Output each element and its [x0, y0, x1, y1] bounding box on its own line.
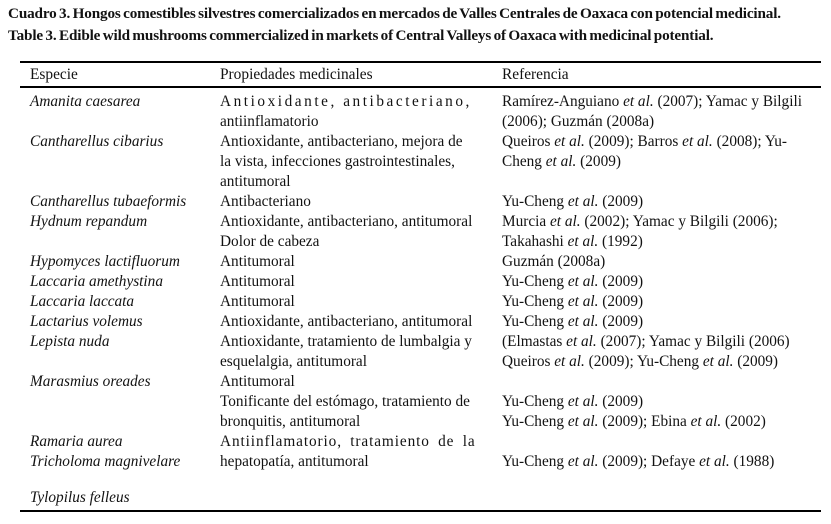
- reference-text: Yu-Cheng et al. (2009); Ebina et al. (2002): [502, 413, 766, 430]
- medicinal-properties-text: Antitumoral: [220, 373, 295, 390]
- caption-spanish: Cuadro 3. Hongos comestibles silvestres comercializados en mercados de Valles Centrales de Oaxaca con potencial medicinal.: [8, 5, 781, 22]
- medicinal-properties-text: Antioxidante, antibacteriano, mejora de: [220, 133, 463, 150]
- table-row: [20, 332, 821, 352]
- table-caption: [8, 3, 828, 47]
- medicinal-properties-text: Antitumoral: [220, 273, 295, 290]
- table-row: [20, 112, 821, 132]
- table-row: [20, 272, 821, 292]
- caption-english: Table 3. Edible wild mushrooms commercialized in markets of Central Valleys of Oaxaca with medicinal potential.: [8, 27, 714, 44]
- medicinal-properties-text: la vista, infecciones gastrointestinales,: [220, 153, 455, 170]
- medicinal-properties-text: Tonificante del estómago, tratamiento de: [220, 393, 470, 410]
- reference-text: Yu-Cheng et al. (2009): [502, 393, 644, 410]
- table-row: [20, 232, 821, 252]
- species-name: Ramaria aurea: [30, 433, 123, 450]
- medicinal-properties-text: bronquitis, antitumoral: [220, 413, 361, 430]
- medicinal-properties-text: Dolor de cabeza: [220, 233, 320, 250]
- table-row: [20, 252, 821, 272]
- table-row: [20, 412, 821, 432]
- species-name: Marasmius oreades: [30, 373, 151, 390]
- reference-text: Yu-Cheng et al. (2009): [502, 273, 644, 290]
- reference-text: Ramírez-Anguiano et al. (2007); Yamac y Bilgili: [502, 93, 802, 110]
- table-row: [20, 488, 821, 508]
- table-row: [20, 292, 821, 312]
- column-header-referencia: Referencia: [502, 66, 569, 83]
- species-name: Tylopilus felleus: [30, 489, 130, 506]
- species-name: Laccaria laccata: [30, 293, 135, 310]
- reference-text: Yu-Cheng et al. (2009): [502, 193, 644, 210]
- medicinal-properties-text: Antitumoral: [220, 293, 295, 310]
- reference-text: Queiros et al. (2009); Barros et al. (2008); Yu-: [502, 133, 787, 150]
- table-row: [20, 452, 821, 472]
- table-row: [20, 472, 821, 488]
- reference-text: Queiros et al. (2009); Yu-Cheng et al. (2009): [502, 353, 779, 370]
- table-bottom-rule: [20, 510, 821, 512]
- reference-text: (Elmastas et al. (2007); Yamac y Bilgili (2006): [502, 333, 790, 350]
- species-name: Cantharellus cibarius: [30, 133, 164, 150]
- species-name: Cantharellus tubaeformis: [30, 193, 187, 210]
- reference-text: Yu-Cheng et al. (2009); Defaye et al. (1988): [502, 453, 775, 470]
- reference-text: (2006); Guzmán (2008a): [502, 113, 655, 130]
- medicinal-properties-text: Antitumoral: [220, 253, 295, 270]
- species-name: Laccaria amethystina: [30, 273, 163, 290]
- medicinal-properties-text: Antioxidante, antibacteriano, antitumoral: [220, 213, 473, 230]
- table-row: [20, 172, 821, 192]
- table-row: [20, 372, 821, 392]
- table-row: [20, 212, 821, 232]
- species-name: Hydnum repandum: [30, 213, 148, 230]
- species-name: Lactarius volemus: [30, 313, 143, 330]
- table-header-row: [20, 64, 821, 85]
- species-name: Lepista nuda: [30, 333, 110, 350]
- table-top-rule: [20, 61, 821, 63]
- table-row: [20, 92, 821, 112]
- medicinal-properties-text: Antiinflamatorio, tratamiento de la: [220, 433, 476, 450]
- medicinal-properties-text: hepatopatía, antitumoral: [220, 453, 369, 470]
- medicinal-properties-text: Antioxidante, antibacteriano, antitumoral: [220, 313, 473, 330]
- table-header-rule: [20, 86, 821, 88]
- medicinal-properties-text: Antioxidante, tratamiento de lumbalgia y: [220, 333, 472, 350]
- reference-text: Murcia et al. (2002); Yamac y Bilgili (2006);: [502, 213, 778, 230]
- table-row: [20, 312, 821, 332]
- medicinal-properties-text: Antioxidante, antibacteriano,: [220, 93, 472, 110]
- table-row: [20, 192, 821, 212]
- reference-text: Takahashi et al. (1992): [502, 233, 643, 250]
- species-name: Hypomyces lactifluorum: [30, 253, 180, 270]
- column-header-propiedades: Propiedades medicinales: [220, 66, 373, 83]
- medicinal-properties-text: esquelalgia, antitumoral: [220, 353, 367, 370]
- table-row: [20, 152, 821, 172]
- reference-text: Yu-Cheng et al. (2009): [502, 293, 644, 310]
- table-body: [20, 92, 821, 508]
- species-name: Amanita caesarea: [30, 93, 141, 110]
- reference-text: Guzmán (2008a): [502, 253, 606, 270]
- table-row: [20, 392, 821, 412]
- table-row: [20, 352, 821, 372]
- reference-text: Yu-Cheng et al. (2009): [502, 313, 644, 330]
- medicinal-properties-text: antiinflamatorio: [220, 113, 319, 130]
- column-header-especie: Especie: [30, 66, 78, 83]
- species-name: Tricholoma magnivelare: [30, 453, 181, 470]
- reference-text: Cheng et al. (2009): [502, 153, 621, 170]
- medicinal-properties-text: antitumoral: [220, 173, 291, 190]
- medicinal-properties-text: Antibacteriano: [220, 193, 311, 210]
- table-row: [20, 132, 821, 152]
- table-row: [20, 432, 821, 452]
